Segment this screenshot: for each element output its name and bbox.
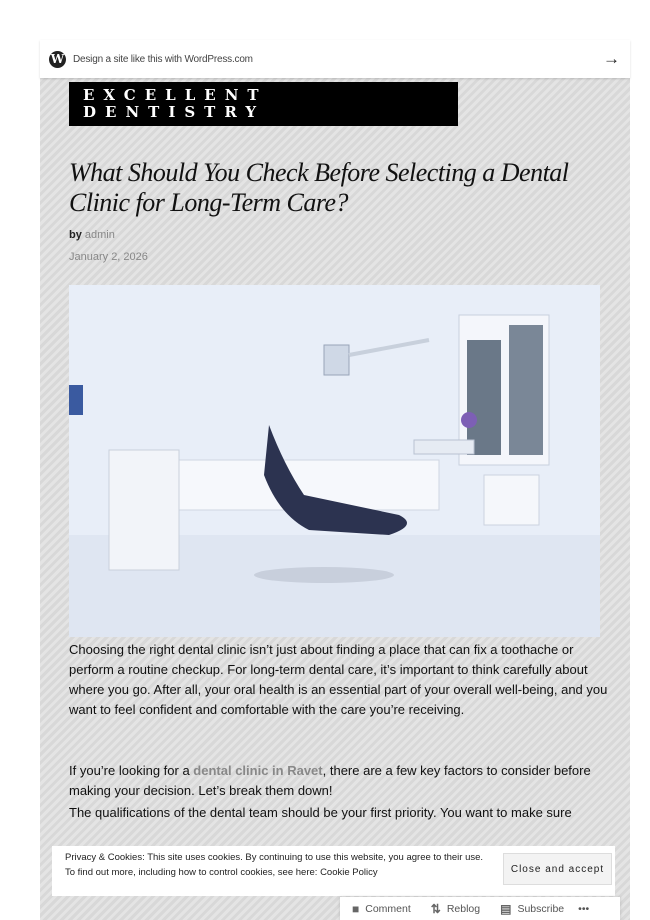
site-title-line1: EXCELLENT [83, 86, 268, 104]
post-date[interactable]: January 2, 2026 [69, 251, 148, 263]
comment-label: Comment [365, 902, 411, 915]
reblog-icon: ⇅ [430, 901, 441, 916]
site-title[interactable] [69, 82, 458, 126]
wordpress-logo-icon: W [50, 52, 65, 66]
more-button[interactable]: ••• [578, 902, 590, 915]
author-link[interactable]: admin [84, 229, 115, 241]
site-title-line2: DENTISTRY [83, 103, 266, 121]
reblog-button[interactable] [431, 902, 480, 916]
comment-icon: ■ [352, 901, 360, 916]
arrow-right-icon[interactable]: → [603, 49, 620, 68]
action-bar [340, 897, 620, 920]
by-label: by [69, 229, 82, 241]
cookie-text: Privacy & Cookies: This site uses cookies. By continuing to use this website, you agree to their use. [65, 852, 484, 863]
byline [69, 229, 115, 241]
subscribe-icon: ▤ [500, 901, 512, 916]
dental-clinic-image [69, 285, 600, 637]
promo-text[interactable]: Design a site like this with WordPress.com [73, 53, 253, 65]
p2-text-end: , there are a few key factors to consider before making your decision. Let’s break them down! [69, 763, 591, 798]
p2-text: If you’re looking for a [69, 763, 194, 778]
dental-clinic-ravet-link[interactable]: dental clinic in Ravet [193, 763, 323, 778]
post-title: What Should You Check Before Selecting a Dental Clinic for Long-Term Care? [69, 158, 569, 217]
subscribe-button[interactable] [500, 902, 564, 916]
subscribe-label: Subscribe [517, 902, 565, 915]
paragraph-qualifications: The qualifications of the dental team should be your first priority. You want to make sure [69, 805, 572, 820]
paragraph-intro: Choosing the right dental clinic isn’t just about finding a place that can fix a toothache or perform a routine checkup. For long-term dental care, it’s important to think carefully about where you go. After all, your oral health is an essential part of your overall well-being, and you want to feel confident and comfortable with the care you’re receiving. [69, 642, 608, 717]
cookie-text-more: To find out more, including how to control cookies, see here: [65, 867, 321, 878]
cookie-policy-link[interactable]: Cookie Policy [320, 867, 378, 878]
wordpress-promo-bar[interactable] [40, 40, 630, 78]
paragraph-ravet [69, 761, 609, 801]
comment-button[interactable] [352, 902, 411, 916]
reblog-label: Reblog [446, 902, 481, 915]
close-and-accept-button[interactable]: Close and accept [503, 853, 612, 885]
